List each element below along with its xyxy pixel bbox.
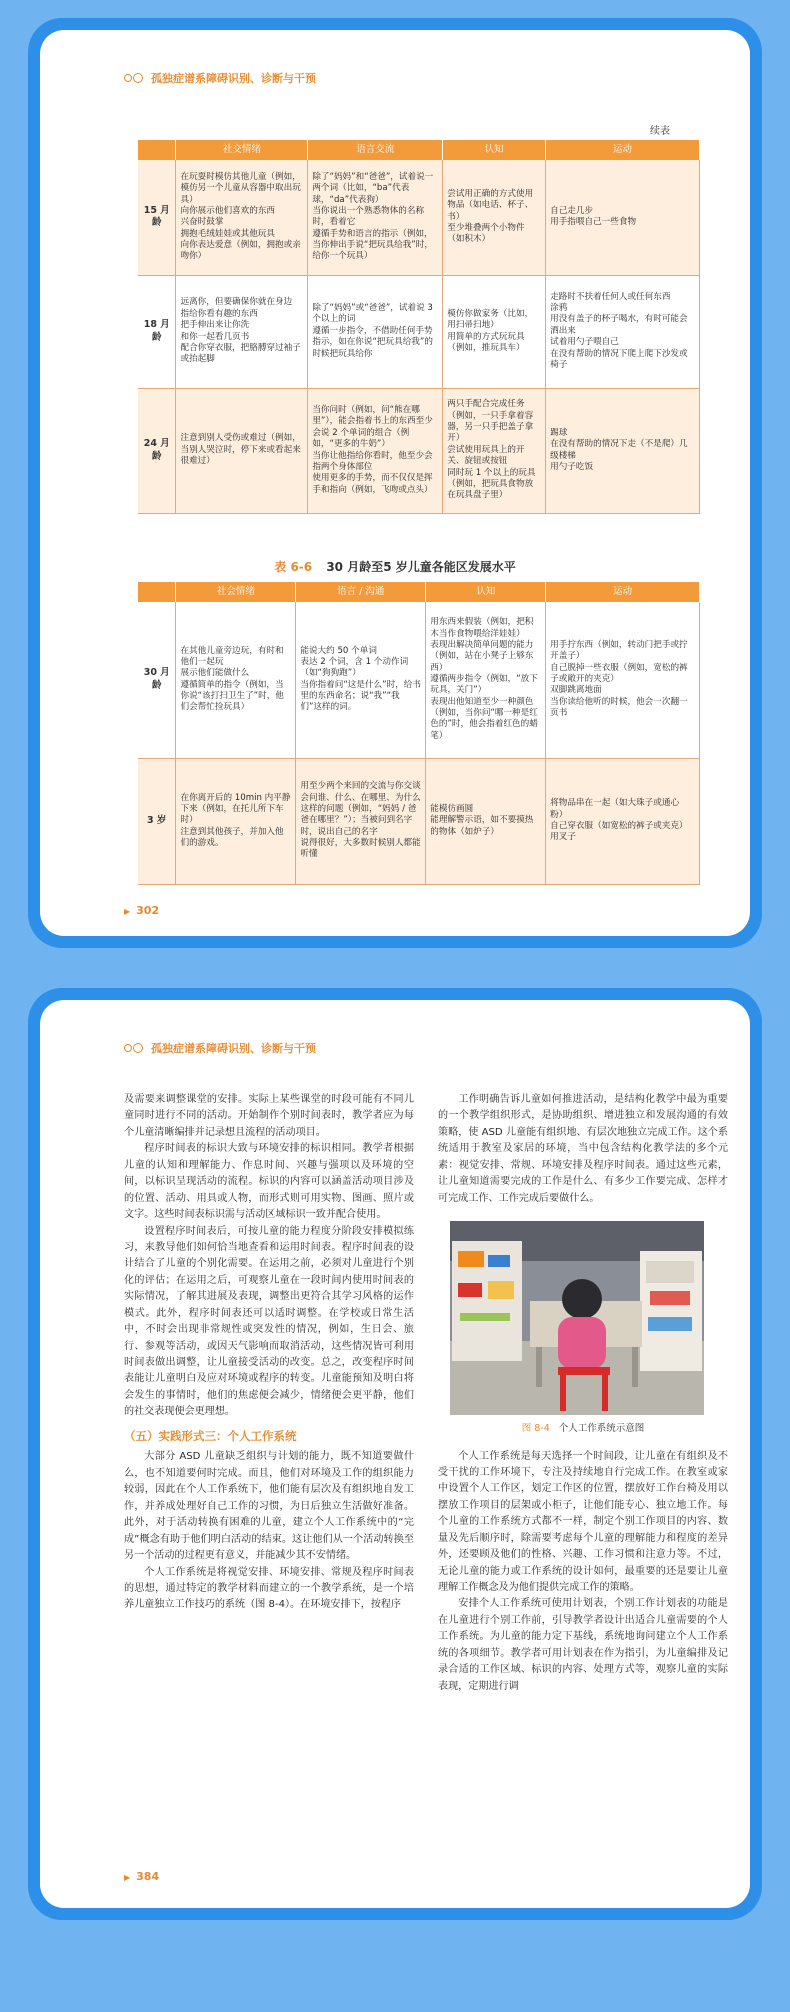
cognition-cell: 用东西来假装（例如，把积木当作食物喂给洋娃娃） 表现出解决简单问题的能力（例如，站在小凳子上够东西） 遵循两步指令（例如，“放下玩具，关门”） 表现出他知道至少一种颜色（例如，当你问“哪一种是红色的”时，他会指着红色的蜡笔） [426,602,546,758]
figure-caption [438,1421,728,1436]
table-row [138,388,700,513]
age-cell: 18 月龄 [138,275,176,388]
body-paragraph: 安排个人工作系统可使用计划表，个别工作计划表的功能是在儿童进行个别工作前，引导教学者设计出适合儿童需要的个人工作系统。为儿童的能力定下基线，系统地询问建立个人工作系统的各项细节。教学者可用计划表在作为指引，为儿童编排及记录合适的工作区域、标识的内容、处理方式等，观察儿童的实际表现，定期进行调 [438,1598,728,1692]
motor-cell: 走路时不扶着任何人或任何东西 涂鸦 用没有盖子的杯子喝水，有时可能会洒出来 试着用勺子喂自己 在没有帮助的情况下爬上爬下沙发或椅子 [546,275,700,388]
page-sheet-384 [40,1000,750,1908]
table-row [138,275,700,388]
age-cell: 24 月龄 [138,388,176,513]
table-header-row [138,582,700,602]
page-frame-384 [28,988,762,1920]
table-header-cell: 运动 [546,582,700,602]
motor-cell: 自己走几步 用手指喂自己一些食物 [546,160,700,275]
body-paragraph: 个人工作系统是每天选择一个时间段，让儿童在有组织及不受干扰的工作环境下，专注及持续地自行完成工作。在教室或家中设置个人工作区，划定工作区的位置，摆放好工作台椅及用以摆放工作项目的层架或小柜子，让他们能专心、独立地工作。每个儿童的工作系统方式都不一样，制定个别工作项目的内容、数量及先后顺序时，除需要考虑每个儿童的理解能力和程度的差异外，还要顾及他们的性格、兴趣、工作习惯和注意力等。不过，无论儿童的能力或工作系统的设计如何，最重要的还是要让儿童理解工作概念及为他们提供完成工作的策略。 [438,1450,728,1594]
social-cell: 在你离开后的 10min 内平静下来（例如，在托儿所下车时） 注意到其他孩子，并加入他们的游戏。 [176,758,296,884]
page-number-text: 302 [136,904,160,917]
body-paragraph: 程序时间表的标识大致与环境安排的标识相同。教学者根据儿童的认知和理解能力、作息时间、兴趣与强项以及环境的空间，以标识呈现活动的流程。标识的内容可以涵盖活动项目涉及的位置、活动、用具或人物，而形式则可用实物、图画、照片或文字。这些时间表标识需与活动区域标识一致并配合使用。 [124,1143,414,1221]
age-cell: 3 岁 [138,758,176,884]
body-paragraph: 设置程序时间表后，可按儿童的能力程度分阶段安排模拟练习，来教导他们如何恰当地查看和运用时间表。程序时间表的设计结合了儿童的个别化需要。在运用之前，必须对儿童进行个别化的评估；在运用之后，可观察儿童在一段时间内使用时间表的实际情况，了解其进展及表现，调整出更符合其学习风格的运作模式。此外，程序时间表还可以适时调整。在学校或日常生活中，不时会出现非常规性或突发性的情况，例如，生日会、旅行、参观等活动，或因天气影响而取消活动，这些情况皆可利用时间表做出调整，让儿童接受活动的改变。总之，改变程序时间表能让儿童明白及应对环境或程序的转变。儿童能预知及明白将会发生的事情时，他们的焦虑便会减少，情绪便会更平静，他们的社交表现便会更理想。 [124,1225,414,1418]
page-number [124,904,159,917]
figure-number: 图 8-4 [521,1423,550,1435]
development-table-30-months-5-years [138,582,700,885]
motor-cell: 将物品串在一起（如大珠子或通心粉） 自己穿衣服（如宽松的裤子或夹克） 用叉子 [546,758,700,884]
language-cell: 除了“妈妈”或“爸爸”，试着说 3 个以上的词 遵循一步指令，不借助任何手势指示，如在你说“把玩具给我”的时候把玩具给你 [308,275,443,388]
motor-cell: 用手拧东西（例如，转动门把手或拧开盖子） 自己脱掉一些衣服（例如，宽松的裤子或敞开的夹克） 双脚跳离地面 当你读给他听的时候，他会一次翻一页书 [546,602,700,758]
cognition-cell: 模仿你做家务（比如，用扫帚扫地） 用简单的方式玩玩具（例如，推玩具车） [443,275,546,388]
photo-illustration [450,1221,704,1415]
table-header-cell [138,140,176,160]
work-system-photo [450,1221,704,1415]
cognition-cell: 两只手配合完成任务（例如，一只手拿着容器，另一只手把盖子拿开） 尝试使用玩具上的开关、旋钮或按钮 同时玩 1 个以上的玩具（例如，把玩具食物放在玩具盘子里） [443,388,546,513]
table-header-cell: 社会情绪 [176,582,296,602]
table-row [138,160,700,275]
language-cell: 用至少两个来回的交流与你交谈 会问谁、什么、在哪里、为什么这样的问题（例如，“妈妈 / 爸爸在哪里？”）；当被问到名字时，说出自己的名字 说得很好，大多数时候别人都能听懂 [296,758,426,884]
table-header-cell: 社交情绪 [176,140,308,160]
triangle-icon: ▶ [124,1873,131,1882]
running-head-text: 孤独症谱系障碍识别、诊断与干预 [151,72,316,85]
section-heading: （五）实践形式三：个人工作系统 [124,1428,297,1443]
body-paragraph: 个人工作系统是将视觉安排、环境安排、常规及程序时间表的思想，通过特定的教学材料而建立的一个教学系统，是一个培养儿童独立工作技巧的系统（图 8-4）。在环境安排下，按程序 [124,1566,414,1611]
page-number-text: 384 [136,1870,160,1883]
motor-cell: 踢球 在没有帮助的情况下走（不是爬）几级楼梯 用勺子吃饭 [546,388,700,513]
table-title: 30 月龄至5 岁儿童各能区发展水平 [326,560,516,574]
social-cell: 注意到别人受伤或难过（例如，当别人哭泣时，停下来或看起来很难过） [176,388,308,513]
table-row [138,602,700,758]
ornament-icon [124,1043,143,1053]
left-text-column [124,1092,414,1614]
figure-caption-text: 个人工作系统示意图 [558,1423,645,1435]
cognition-cell: 尝试用正确的方式使用物品（如电话、杯子、书） 至少堆叠两个小物件（如积木） [443,160,546,275]
page-number [124,1870,159,1883]
table-caption [40,558,750,575]
page-sheet-302 [40,30,750,936]
right-text-column [438,1092,728,1695]
language-cell: 当你问时（例如，问“熊在哪里”），能会指着书上的东西至少会说 2 个单词的组合（例如，“更多的牛奶”） 当你让他指给你看时，他至少会指两个身体部位 使用更多的手势，而不仅仅是挥手和指向（例如，飞吻或点头） [308,388,443,513]
social-cell: 在玩耍时模仿其他儿童（例如，模仿另一个儿童从容器中取出玩具） 向你展示他们喜欢的东西 兴奋时鼓掌 拥抱毛绒娃娃或其他玩具 向你表达爱意（例如，拥抱或亲吻你） [176,160,308,275]
page-frame-302 [28,18,762,948]
language-cell: 除了“妈妈”和“爸爸”，试着说一两个词（比如，“ba”代表球，“da”代表狗） 当你说出一个熟悉物体的名称时，看着它 遵循手势和语言的指示（例如，当你伸出手说“把玩具给我”时，给你一个玩具） [308,160,443,275]
ornament-icon [124,73,143,83]
running-head-text: 孤独症谱系障碍识别、诊断与干预 [151,1042,316,1055]
table-header-cell [138,582,176,602]
table-header-cell: 认知 [443,140,546,160]
running-head [124,70,316,86]
table-number: 表 6-6 [274,560,313,574]
age-cell: 15 月龄 [138,160,176,275]
cognition-cell: 能模仿画圆 能理解警示语，如不要摸热的物体（如炉子） [426,758,546,884]
body-paragraph: 大部分 ASD 儿童缺乏组织与计划的能力，既不知道要做什么，也不知道要何时完成。而且，他们对环境及工作的组织能力较弱，因此在个人工作系统下，他们能有层次及有组织地自发工作，并养成处理好自己工作的习惯，为日后独立生活做好准备。此外，对于活动转换有困难的儿童，建立个人工作系统中的“完成”概念有助于他们明白活动的结束。这让他们从一个活动转换至另一个活动的过程更有意义，并能减少其不安情绪。 [124,1451,414,1562]
table-header-cell: 语言交流 [308,140,443,160]
table-header-cell: 认知 [426,582,546,602]
table-header-row [138,140,700,160]
running-head [124,1040,316,1056]
social-cell: 在其他儿童旁边玩，有时和他们一起玩 展示他们能做什么 遵循简单的指令（例如，当你说“该打扫卫生了”时，他们会帮忙捡玩具） [176,602,296,758]
body-paragraph: 及需要来调整课堂的安排。实际上某些课堂的时段可能有不同儿童同时进行不同的活动。开始制作个别时间表时，教学者应为每个儿童清晰编排并记录想且流程的活动项目。 [124,1094,414,1138]
language-cell: 能说大约 50 个单词 表达 2 个词，含 1 个动作词（如“狗狗跑”） 当你指着问“这是什么”时，给书里的东西命名；说“我”“我们”这样的词。 [296,602,426,758]
social-cell: 远离你，但要确保你就在身边 指给你看有趣的东西 把手伸出来让你洗 和你一起看几页书 配合你穿衣服，把胳膊穿过袖子或抬起脚 [176,275,308,388]
continued-label: 续表 [650,126,670,137]
table-header-cell: 语言 / 沟通 [296,582,426,602]
development-table-15-24-months [138,140,700,514]
table-header-cell: 运动 [546,140,700,160]
body-paragraph: 工作明确告诉儿童如何推进活动，是结构化教学中最为重要的一个教学组织形式，是协助组织、增进独立和发展沟通的有效策略，使 ASD 儿童能有组织地、有层次地独立完成工作。这个系统适用于教室及家居的环境，当中包含结构化教学法的多个元素：视觉安排、常规、环境安排及程序时间表。通过这些元素，让儿童知道需要完成的工作是什么、有多少工作要完成、怎样才可完成工作、工作完成后要做什么。 [438,1094,728,1204]
age-cell: 30 月龄 [138,602,176,758]
table-row [138,758,700,884]
triangle-icon: ▶ [124,907,131,916]
